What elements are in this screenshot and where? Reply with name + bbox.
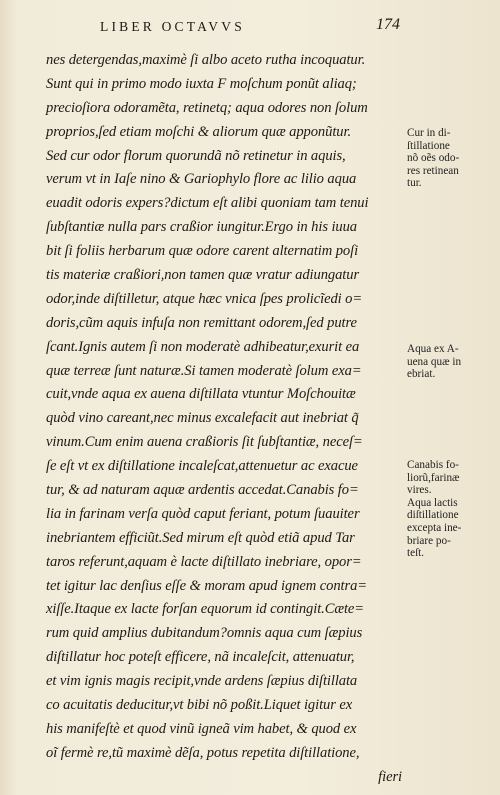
text-line: rum quid amplius dubitandum?omnis aqua cum ſæpius [46,625,363,642]
text-line: nes detergendas,maximè ſi albo aceto rutha incoquatur. [46,52,366,68]
text-line: odor,inde diſtilletur, atque hæc vnica ſpes prolicĩedi o= [46,290,363,307]
text-line: cuit,vnde aqua ex auena diſtillata vtuntur Moſchouitæ [46,386,356,403]
text-line: tis materiæ craßiori,non tamen quæ vratur adiungatur [46,267,360,284]
text-line: inebriantem efficiũt.Sed mirum eſt quòd etiã apud Tar [46,529,355,546]
page-number: 174 [376,16,400,33]
note-line: liorũ,farinæ [407,471,460,484]
text-line: quòd vino careant,nec minus excalefacit aut inebriat q̃ [46,410,359,427]
text-line: co acuitatis deducitur,vt bibi nõ poßit.Liquet igitur ex [46,697,353,714]
main-text-block [46,49,402,790]
note-line: excepta ine- [407,521,462,534]
text-line: verum vt in Iaſe nino & Gariophylo flore ac lilio aqua [46,171,357,188]
text-line: proprios,ſed etiam moſchi & aliorum quæ apponũtur. [46,123,351,140]
text-line: ſcant.Ignis autem ſi non moderatè adhibeatur,exurit ea [46,338,360,355]
note-line: diſtillatione [407,509,459,522]
text-line: Sunt qui in primo modo iuxta F moſchum ponũt aliaq; [46,75,357,92]
marginal-note-2 [407,343,489,381]
text-line: precioſiora odoramẽta, retinetq; aqua odores non ſolum [46,99,368,116]
note-line: vires. [407,484,432,497]
text-line: ſe eſt vt ex diſtillatione incaleſcat,attenuetur ac exacue [46,458,358,475]
note-line: ebriat. [407,368,436,381]
note-line: nõ oẽs odo- [407,152,460,165]
note-line: teſt. [407,547,425,560]
note-line: briare po- [407,534,451,547]
text-line: oĩ fermè re,tũ maximè dẽſa, potus repetita diſtillatione, [46,744,360,761]
text-line: doris,cũm aquis infuſa non remittant odorem,ſed putre [46,314,357,331]
catchword: fieri [378,768,402,785]
page-header [100,16,400,38]
text-line: xiſſe.Itaque ex lacte forſan equorum id contingit.Cæte= [46,601,365,618]
text-line: his manifeſtè et quod vinũ igneã vim habet, & quod ex [46,720,357,737]
note-line: Aqua lactis [407,496,458,509]
text-line: et vim ignis magis recipit,vnde ardens ſæpius diſtillata [46,673,358,690]
text-line: taros referunt,aquam è lacte diſtillato inebriare, opor= [46,553,362,570]
text-line: euadit odoris expers?dictum eſt alibi quoniam tam tenui [46,195,369,212]
text-line: Sed cur odor florum quorundã nõ retinetur in aquis, [46,147,346,164]
text-line: bit ſi foliis herbarum quæ odore carent alternatim poſi [46,243,359,260]
running-head: LIBER OCTAVVS [100,19,245,34]
note-line: ſtillatione [407,139,450,152]
text-line: tur, & ad naturam aquæ ardentis accedat.Canabis fo= [46,482,359,499]
note-line: uena quæ in [407,355,462,368]
text-line: ſubſtantiæ nulla pars craßior iungitur.Ergo in his iuua [46,219,358,236]
marginal-note-3 [407,459,489,560]
note-line: Canabis fo- [407,459,459,471]
note-line: res retinean [407,164,459,177]
note-line: Cur in di- [407,127,451,139]
note-line: tur. [407,177,422,190]
text-line: tet igitur lac denſius eſſe & moram apud ignem contra= [46,577,368,594]
marginal-note-1 [407,127,489,190]
text-line: quæ terreæ ſunt naturæ.Si tamen moderatè ſolum exa= [46,362,362,379]
text-line: vinum.Cum enim auena craßioris ſit ſubſtantiæ, neceſ= [46,434,363,451]
text-line: lia in farinam verſa quòd caput feriant, potum ſuauiter [46,505,360,522]
note-line: Aqua ex A- [407,343,459,355]
text-line: diſtillatur hoc poteſt efficere, nã incaleſcit, attenuatur, [46,649,355,666]
